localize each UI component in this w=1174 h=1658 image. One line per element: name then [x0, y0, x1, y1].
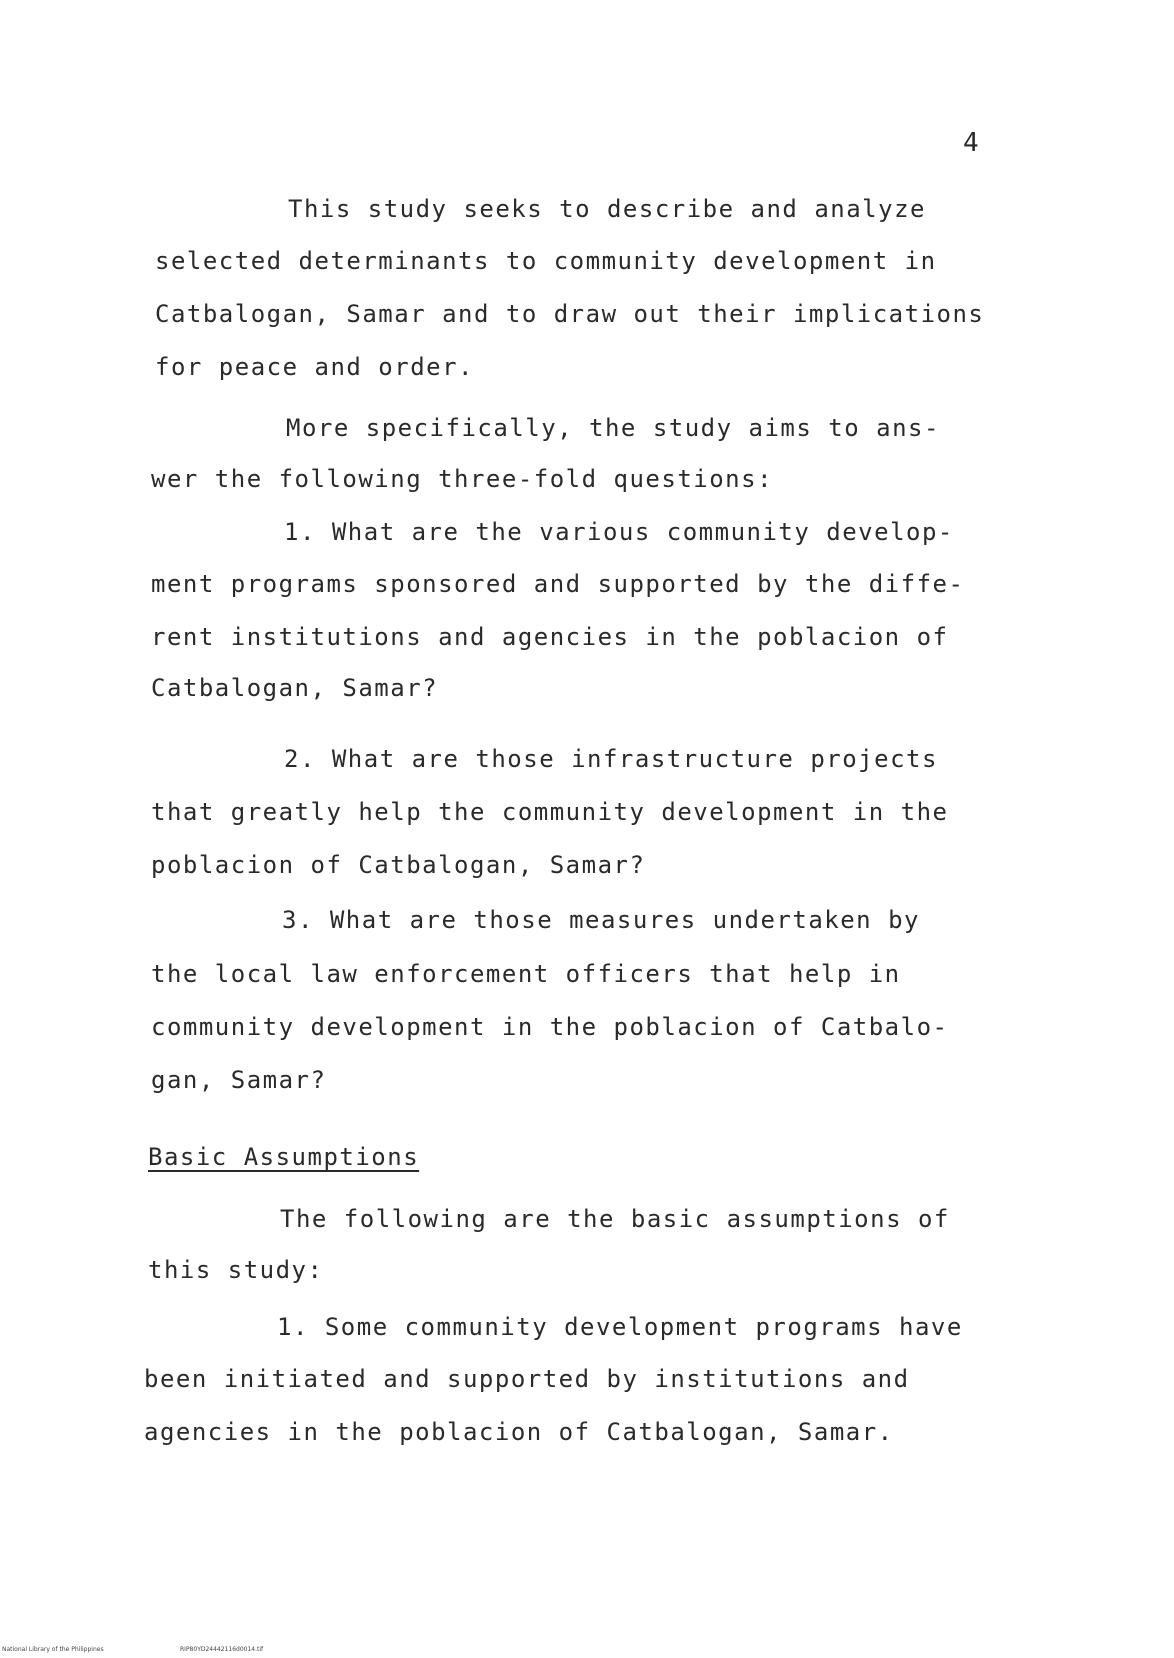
text-line: The following are the basic assumptions of [280, 1205, 950, 1233]
text-line: been initiated and supported by institutions and [144, 1365, 910, 1393]
text-line: ment programs sponsored and supported by the diffe- [151, 570, 965, 598]
text-line: More specifically, the study aims to ans- [286, 414, 940, 442]
text-line: for peace and order. [155, 353, 474, 381]
text-line: rent institutions and agencies in the poblacion of [151, 623, 949, 651]
text-line: the local law enforcement officers that help in [151, 960, 901, 988]
text-line: selected determinants to community development in [155, 247, 937, 275]
text-line: community development in the poblacion of Catbalo- [151, 1013, 949, 1041]
text-line: that greatly help the community development in the [151, 798, 949, 826]
text-line: This study seeks to describe and analyze [288, 195, 926, 223]
text-line: this study: [148, 1256, 324, 1284]
text-line: 2. What are those infrastructure projects [284, 745, 938, 773]
text-line: 1. Some community development programs have [277, 1313, 963, 1341]
section-heading: Basic Assumptions [148, 1143, 420, 1171]
text-line: 1. What are the various community develop- [284, 518, 954, 546]
footer-library: National Library of the Philippines [2, 1646, 104, 1653]
text-line: agencies in the poblacion of Catbalogan, Samar. [144, 1418, 894, 1446]
text-line: wer the following three-fold questions: [151, 465, 774, 493]
text-line: 3. What are those measures undertaken by [282, 906, 920, 934]
text-line: Catbalogan, Samar and to draw out their implications [155, 300, 985, 328]
text-line: Catbalogan, Samar? [151, 674, 439, 702]
text-line: gan, Samar? [151, 1066, 327, 1094]
footer-file-id: RIP80YD24442116d0014.tif [180, 1646, 264, 1653]
page-number: 4 [963, 128, 979, 158]
text-line: poblacion of Catbalogan, Samar? [151, 851, 646, 879]
